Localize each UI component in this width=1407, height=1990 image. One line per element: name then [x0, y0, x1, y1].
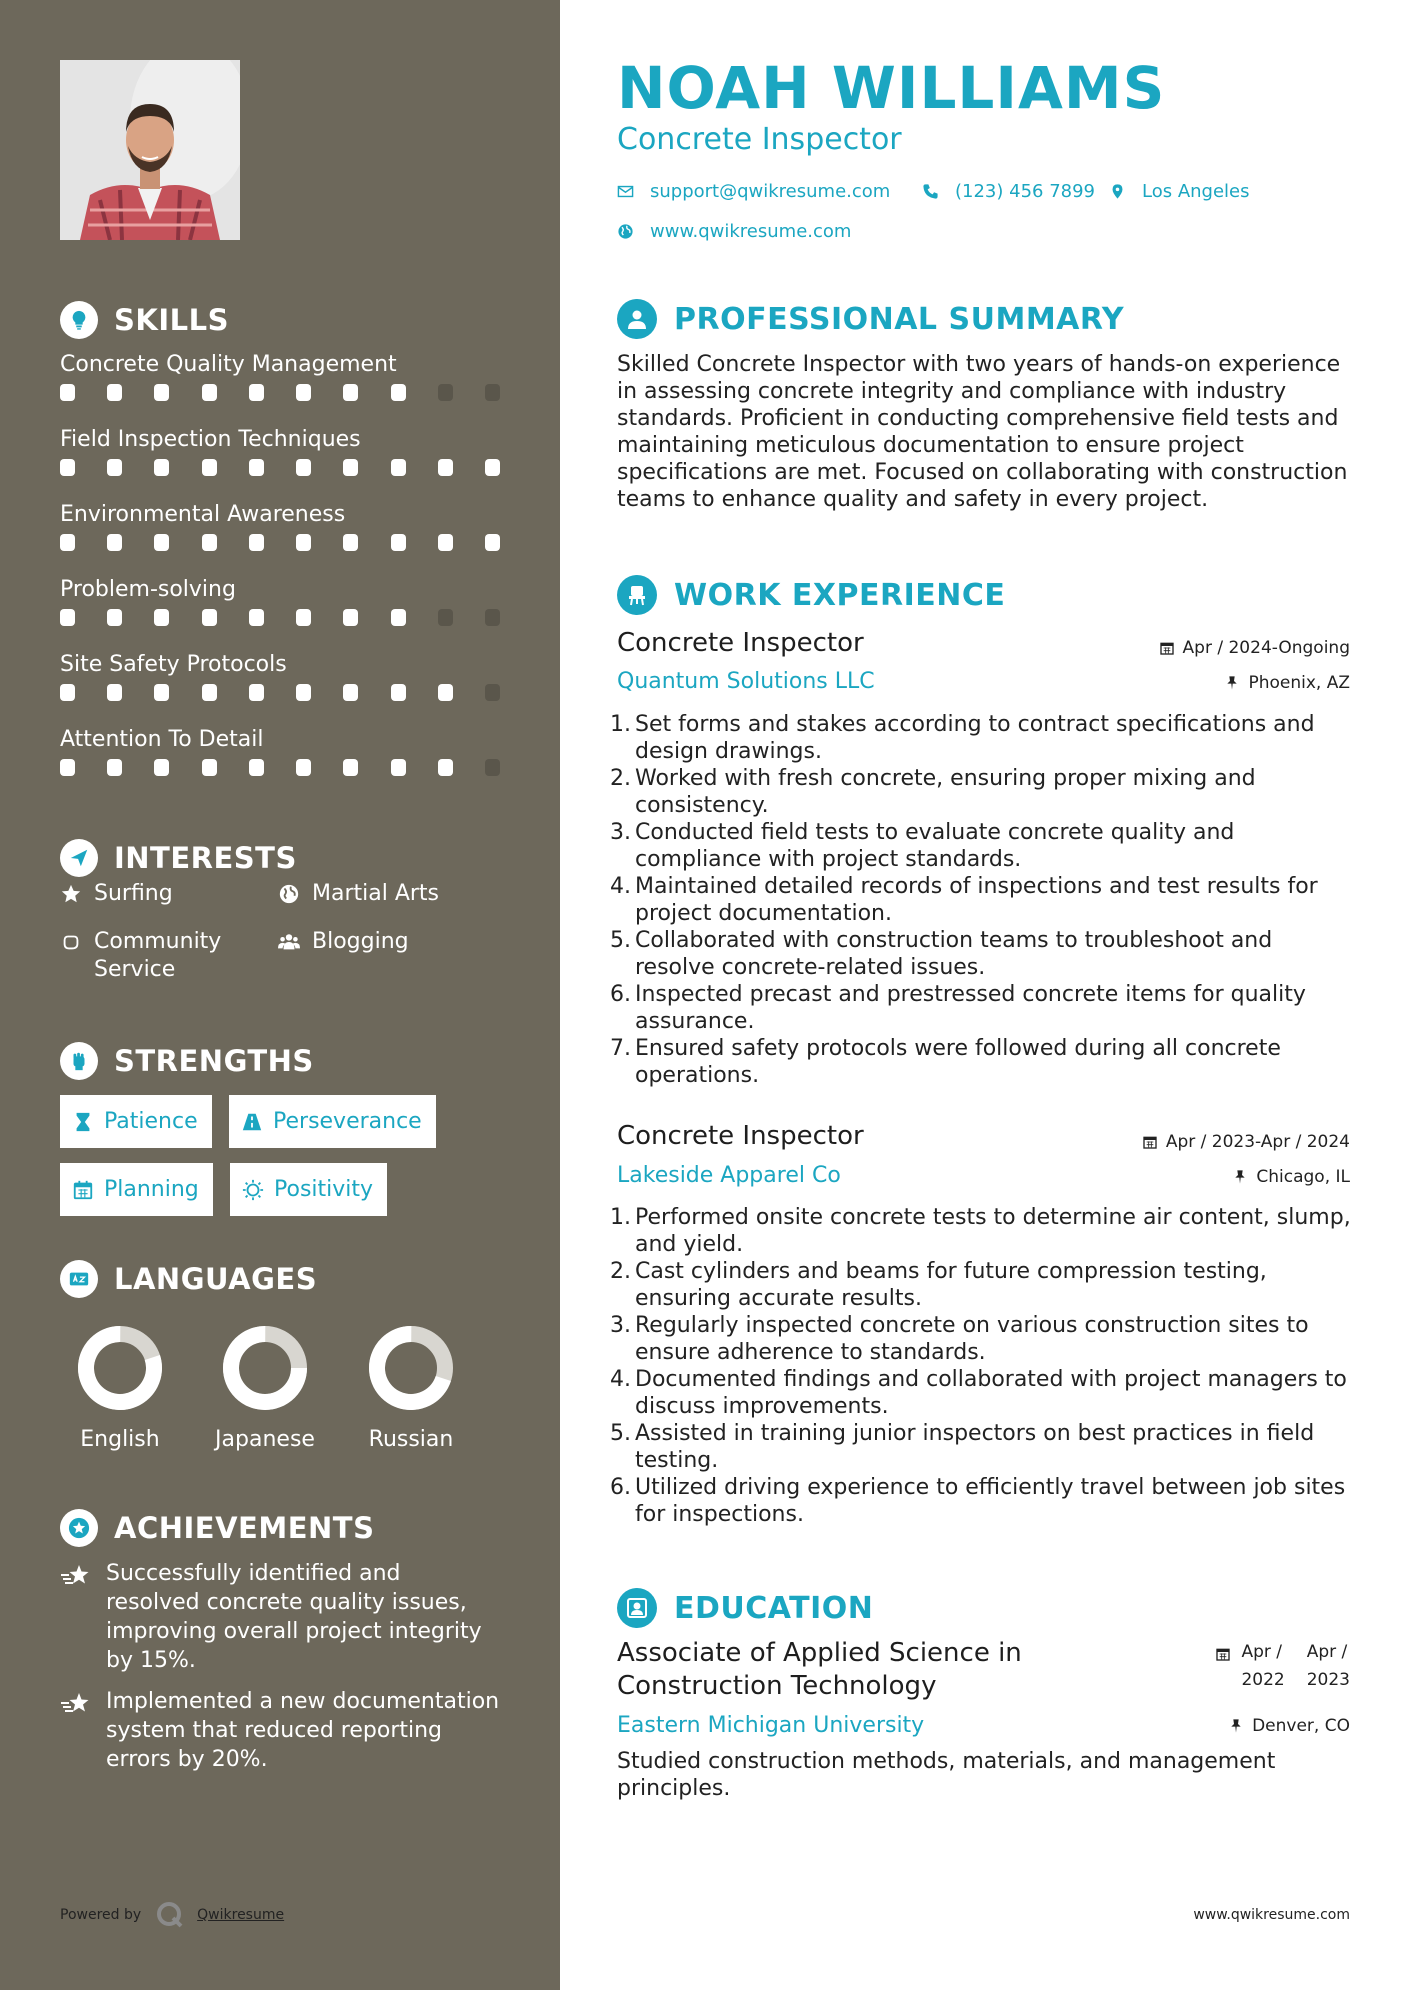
- skill-level-dot: [60, 609, 75, 626]
- skill-item: [60, 575, 500, 650]
- skill-level-dots: [60, 459, 500, 476]
- skill-level-dot: [343, 759, 358, 776]
- skill-level-dot: [485, 384, 500, 401]
- fist-icon: [60, 1042, 98, 1080]
- duty-item: 1. Performed onsite concrete tests to determine air content, slump, and yield.: [610, 1205, 1351, 1257]
- interest-item: Blogging: [278, 928, 409, 956]
- skill-level-dot: [60, 384, 75, 401]
- skill-level-dot: [438, 684, 453, 701]
- interest-item: Surfing: [60, 880, 173, 908]
- skill-level-dot: [249, 534, 264, 551]
- skill-level-dot: [391, 684, 406, 701]
- skill-level-dot: [485, 534, 500, 551]
- skill-level-dot: [107, 759, 122, 776]
- skill-level-dot: [391, 459, 406, 476]
- achievements-title: ACHIEVEMENTS: [114, 1511, 375, 1545]
- ring-fill: [77, 1325, 163, 1411]
- skill-level-dot: [202, 684, 217, 701]
- paper-plane-icon: [60, 839, 98, 877]
- skill-level-dot: [154, 609, 169, 626]
- main-content: [560, 0, 1407, 1990]
- pushpin-icon: [1232, 1169, 1248, 1185]
- skill-level-dot: [202, 459, 217, 476]
- language-level-ring: [77, 1325, 163, 1411]
- skill-level-dot: [202, 534, 217, 551]
- skill-item: [60, 650, 500, 725]
- skill-level-dot: [249, 759, 264, 776]
- skill-level-dot: [438, 534, 453, 551]
- skill-level-dot: [296, 609, 311, 626]
- achievement-item: Implemented a new documentation system that reduced reporting errors by 20%.: [60, 1687, 500, 1774]
- language-level-ring: [222, 1325, 308, 1411]
- duty-item: 1. Set forms and stakes according to contract specifications and design drawings.: [610, 712, 1315, 764]
- education-dates: Apr / 2022 Apr / 2023: [1215, 1638, 1350, 1694]
- skill-level-dot: [343, 459, 358, 476]
- duty-item: 7. Ensured safety protocols were followed during all concrete operations.: [610, 1036, 1281, 1088]
- envelope-icon: [617, 183, 634, 200]
- globe-icon: [617, 223, 634, 240]
- skill-item: [60, 725, 500, 800]
- skills-header: [60, 300, 229, 340]
- skill-level-dot: [438, 384, 453, 401]
- skill-name: Field Inspection Techniques: [60, 427, 361, 452]
- job-location: Chicago, IL: [1232, 1167, 1350, 1187]
- duty-item: 3. Regularly inspected concrete on various construction sites to ensure adherence to standards.: [610, 1313, 1309, 1365]
- skill-level-dot: [249, 684, 264, 701]
- skill-level-dots: [60, 759, 500, 776]
- skill-name: Concrete Quality Management: [60, 352, 397, 377]
- strength-badge: Planning: [60, 1163, 213, 1216]
- skills-title: SKILLS: [114, 303, 229, 337]
- skill-level-dots: [60, 609, 500, 626]
- skill-level-dot: [107, 384, 122, 401]
- calendar-icon: [1215, 1646, 1231, 1662]
- job-location: Phoenix, AZ: [1224, 673, 1350, 693]
- skill-level-dot: [107, 609, 122, 626]
- experience-header: WORK EXPERIENCE: [617, 575, 1005, 615]
- map-pin-icon: [1109, 183, 1126, 200]
- education-description: Studied construction methods, materials, and management principles.: [617, 1749, 1276, 1801]
- skill-item: [60, 425, 500, 500]
- sun-icon: [242, 1179, 264, 1201]
- skill-name: Attention To Detail: [60, 727, 264, 752]
- job-dates: Apr / 2023-Apr / 2024: [1142, 1132, 1350, 1152]
- language-item: Japanese: [205, 1325, 325, 1452]
- skill-level-dot: [60, 759, 75, 776]
- calendar-icon: [1142, 1134, 1158, 1150]
- skill-name: Environmental Awareness: [60, 502, 346, 527]
- interest-item: Martial Arts: [278, 880, 439, 908]
- skill-level-dot: [296, 684, 311, 701]
- sidebar: [0, 0, 560, 1990]
- users-icon: [278, 931, 300, 953]
- skill-name: Problem-solving: [60, 577, 236, 602]
- skill-level-dot: [438, 459, 453, 476]
- phone-icon: [922, 183, 939, 200]
- graduate-icon: [617, 1588, 657, 1628]
- skill-level-dot: [485, 609, 500, 626]
- strengths-header: [60, 1041, 314, 1081]
- skill-level-dot: [154, 459, 169, 476]
- duty-item: 4. Maintained detailed records of inspections and test results for project documentation.: [610, 874, 1318, 926]
- skill-level-dot: [154, 759, 169, 776]
- skill-level-dot: [343, 684, 358, 701]
- skill-level-dot: [485, 459, 500, 476]
- degree-title: Associate of Applied Science in Construction Technology: [617, 1638, 1022, 1701]
- skill-level-dot: [391, 759, 406, 776]
- candidate-name: NOAH WILLIAMS: [617, 54, 1166, 122]
- school-name: Eastern Michigan University: [617, 1713, 925, 1738]
- interests-header: [60, 838, 297, 878]
- duty-item: 2. Worked with fresh concrete, ensuring proper mixing and consistency.: [610, 766, 1256, 818]
- pushpin-icon: [1224, 675, 1240, 691]
- skill-level-dot: [343, 534, 358, 551]
- duty-item: 6. Utilized driving experience to efficiently travel between job sites for inspections.: [610, 1475, 1346, 1527]
- skill-item: [60, 500, 500, 575]
- skill-level-dot: [202, 384, 217, 401]
- skill-level-dot: [391, 384, 406, 401]
- interest-item: Community Service: [60, 928, 260, 984]
- chair-icon: [617, 575, 657, 615]
- star-icon: [60, 883, 82, 905]
- duty-item: 6. Inspected precast and prestressed concrete items for quality assurance.: [610, 982, 1306, 1034]
- shooting-star-icon: [60, 1563, 92, 1589]
- job-duties: [610, 711, 1357, 1089]
- duty-item: 3. Conducted field tests to evaluate concrete quality and compliance with project standards.: [610, 820, 1235, 872]
- skill-level-dot: [343, 384, 358, 401]
- skill-level-dot: [60, 684, 75, 701]
- contact-location: Los Angeles: [1109, 181, 1250, 202]
- skill-level-dots: [60, 684, 500, 701]
- hand-icon: [60, 931, 82, 953]
- hourglass-icon: [72, 1111, 94, 1133]
- education-location: Denver, CO: [1228, 1716, 1350, 1736]
- skills-list: [60, 350, 500, 800]
- globe-icon: [278, 883, 300, 905]
- skill-level-dot: [343, 609, 358, 626]
- skill-level-dots: [60, 534, 500, 551]
- skill-level-dot: [296, 759, 311, 776]
- skill-level-dot: [60, 534, 75, 551]
- skill-level-dot: [296, 459, 311, 476]
- achievement-item: Successfully identified and resolved concrete quality issues, improving overall project integrity by 15%.: [60, 1559, 500, 1675]
- medal-star-icon: [60, 1509, 98, 1547]
- contact-website[interactable]: www.qwikresume.com: [617, 221, 851, 242]
- profile-photo: [60, 60, 240, 240]
- skill-level-dot: [391, 534, 406, 551]
- language-level-ring: [368, 1325, 454, 1411]
- skill-level-dots: [60, 384, 500, 401]
- footer-url[interactable]: www.qwikresume.com: [1193, 1907, 1350, 1923]
- candidate-role: Concrete Inspector: [617, 122, 902, 157]
- summary-text: Skilled Concrete Inspector with two years of hands-on experience in assessing concrete integrity and compliance with industry standards. Proficient in conducting comprehensive field tests and maintaining meticulous documentation to ensure project specifications are met. Focused on collaborating with construction teams to enhance quality and safety in every project.: [617, 352, 1348, 512]
- job-dates: Apr / 2024-Ongoing: [1159, 638, 1350, 658]
- shooting-star-icon: [60, 1691, 92, 1717]
- duty-item: 4. Documented findings and collaborated with project managers to discuss improvements.: [610, 1367, 1347, 1419]
- skill-level-dot: [296, 384, 311, 401]
- calendar-icon: [72, 1179, 94, 1201]
- skill-level-dot: [154, 534, 169, 551]
- qwikresume-logo-icon: [155, 1900, 185, 1930]
- skill-level-dot: [154, 384, 169, 401]
- contact-phone[interactable]: (123) 456 7899: [922, 181, 1095, 202]
- pushpin-icon: [1228, 1718, 1244, 1734]
- skill-level-dot: [202, 609, 217, 626]
- contact-email[interactable]: support@qwikresume.com: [617, 181, 890, 202]
- duty-item: 5. Assisted in training junior inspectors on best practices in field testing.: [610, 1421, 1315, 1473]
- language-item: Russian: [351, 1325, 471, 1452]
- skill-level-dot: [202, 759, 217, 776]
- skill-level-dot: [391, 609, 406, 626]
- languages-title: LANGUAGES: [114, 1262, 318, 1296]
- skill-level-dot: [438, 759, 453, 776]
- road-icon: [241, 1111, 263, 1133]
- skill-level-dot: [154, 684, 169, 701]
- languages-header: [60, 1259, 317, 1299]
- skill-level-dot: [438, 609, 453, 626]
- duty-item: 2. Cast cylinders and beams for future compression testing, ensuring accurate results.: [610, 1259, 1267, 1311]
- skill-name: Site Safety Protocols: [60, 652, 287, 677]
- job-duties: [610, 1204, 1357, 1528]
- interests-title: INTERESTS: [114, 841, 297, 875]
- skill-level-dot: [107, 684, 122, 701]
- skill-level-dot: [485, 759, 500, 776]
- skill-level-dot: [485, 684, 500, 701]
- skill-level-dot: [249, 459, 264, 476]
- strengths-title: STRENGTHS: [114, 1044, 314, 1078]
- company-name: Lakeside Apparel Co: [617, 1163, 841, 1188]
- strength-badge: Perseverance: [229, 1095, 436, 1148]
- education-header: EDUCATION: [617, 1588, 873, 1628]
- skill-level-dot: [249, 609, 264, 626]
- powered-by: Powered by Qwikresume: [60, 1900, 284, 1930]
- strength-badge: Patience: [60, 1095, 212, 1148]
- skill-level-dot: [296, 534, 311, 551]
- skill-level-dot: [60, 459, 75, 476]
- skill-level-dot: [107, 459, 122, 476]
- language-icon: [60, 1260, 98, 1298]
- duty-item: 5. Collaborated with construction teams to troubleshoot and resolve concrete-related issues.: [610, 928, 1273, 980]
- achievements-header: [60, 1508, 374, 1548]
- qwikresume-link[interactable]: Qwikresume: [197, 1907, 285, 1923]
- skill-item: [60, 350, 500, 425]
- job-title: Concrete Inspector: [617, 1121, 864, 1151]
- language-item: English: [60, 1325, 180, 1452]
- calendar-icon: [1159, 640, 1175, 656]
- skill-level-dot: [249, 384, 264, 401]
- job-title: Concrete Inspector: [617, 628, 864, 658]
- user-icon: [617, 299, 657, 339]
- skill-level-dot: [107, 534, 122, 551]
- summary-header: PROFESSIONAL SUMMARY: [617, 299, 1124, 339]
- company-name: Quantum Solutions LLC: [617, 669, 875, 694]
- strength-badge: Positivity: [230, 1163, 387, 1216]
- lightbulb-icon: [60, 301, 98, 339]
